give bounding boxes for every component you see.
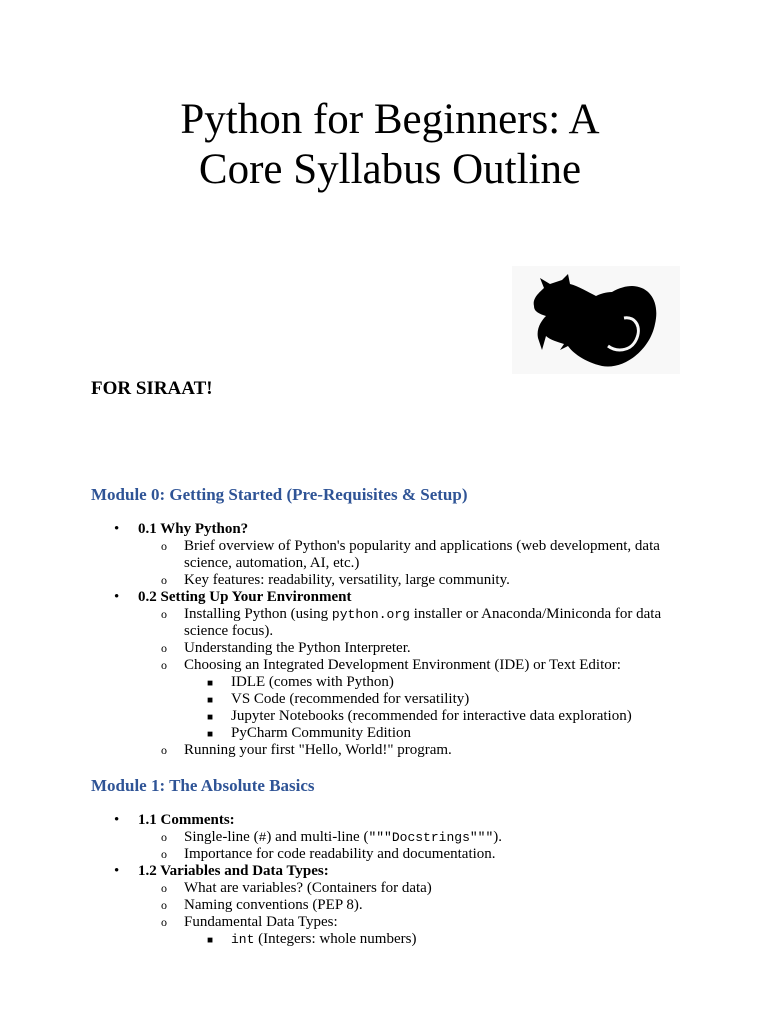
bullet-marker: o (161, 539, 167, 553)
list-item (0, 846, 768, 863)
list-item (0, 640, 768, 657)
list-item-text: VS Code (recommended for versatility) (231, 691, 470, 707)
bullet-marker: ■ (207, 729, 214, 740)
bullet-marker: • (114, 863, 120, 879)
bullet-marker: o (161, 743, 167, 757)
list-item (0, 606, 768, 640)
list-item-text: Brief overview of Python's popularity and applications (web development, data science, automation, AI, etc.) (184, 538, 660, 571)
list-item-text: ). (493, 829, 503, 845)
inline-code: """Docstrings""" (368, 830, 494, 845)
module-0-list (0, 521, 768, 759)
section-1-2-title: 1.2 Variables and Data Types: (138, 863, 329, 879)
list-item-text: What are variables? (Containers for data) (184, 880, 432, 896)
list-item-text: Key features: readability, versatility, large community. (184, 572, 510, 588)
section-1-1-title: 1.1 Comments: (138, 812, 235, 828)
list-item (0, 931, 768, 948)
list-item (0, 742, 768, 759)
list-item-text: Jupyter Notebooks (recommended for interactive data exploration) (231, 708, 632, 724)
bullet-marker: o (161, 573, 167, 587)
cat-icon (512, 266, 680, 374)
bullet-marker: ■ (207, 712, 214, 723)
list-item-text: Installing Python (using (184, 606, 332, 622)
module-1-heading: Module 1: The Absolute Basics (91, 776, 315, 795)
list-item (0, 863, 768, 880)
bullet-marker: ■ (207, 935, 214, 946)
list-item (0, 897, 768, 914)
inline-code: int (231, 932, 255, 947)
module-1-list (0, 812, 768, 948)
page-title (0, 95, 768, 195)
list-item (0, 691, 768, 708)
title-line-1: Python for Beginners: A (180, 96, 600, 143)
list-item (0, 708, 768, 725)
list-item-text: installer or Anaconda/Miniconda for data science focus). (184, 606, 662, 639)
list-item-text: Naming conventions (PEP 8). (184, 897, 363, 913)
list-item (0, 914, 768, 931)
list-item-text: Single-line ( (184, 829, 259, 845)
list-item (0, 829, 768, 846)
inline-code: # (258, 830, 267, 845)
bullet-marker: o (161, 830, 167, 844)
bullet-marker: o (161, 658, 167, 672)
list-item (0, 725, 768, 742)
dedication-heading: FOR SIRAAT! (91, 378, 213, 399)
module-0-heading: Module 0: Getting Started (Pre-Requisites & Setup) (91, 485, 468, 504)
list-item (0, 674, 768, 691)
bullet-marker: • (114, 812, 120, 828)
bullet-marker: ■ (207, 678, 214, 689)
bullet-marker: o (161, 641, 167, 655)
bullet-marker: ■ (207, 695, 214, 706)
list-item-text: Choosing an Integrated Development Environment (IDE) or Text Editor: (184, 657, 621, 673)
section-0-1-title: 0.1 Why Python? (138, 521, 249, 537)
list-item-text: Importance for code readability and documentation. (184, 846, 496, 862)
bullet-marker: o (161, 898, 167, 912)
list-item (0, 657, 768, 674)
list-item-text: IDLE (comes with Python) (231, 674, 394, 690)
list-item-text: Running your first "Hello, World!" program. (184, 742, 452, 758)
list-item (0, 589, 768, 606)
list-item-text: PyCharm Community Edition (231, 725, 412, 741)
list-item (0, 880, 768, 897)
list-item-text: (Integers: whole numbers) (254, 931, 417, 947)
list-item-text: ) and multi-line ( (266, 829, 369, 845)
title-line-2: Core Syllabus Outline (198, 146, 582, 193)
list-item (0, 572, 768, 589)
bullet-marker: o (161, 607, 167, 621)
list-item (0, 812, 768, 829)
section-0-2-title: 0.2 Setting Up Your Environment (138, 589, 352, 605)
bullet-marker: • (114, 521, 120, 537)
bullet-marker: o (161, 847, 167, 861)
list-item (0, 521, 768, 538)
inline-code: python.org (331, 607, 410, 622)
list-item-text: Understanding the Python Interpreter. (184, 640, 411, 656)
bullet-marker: • (114, 589, 120, 605)
list-item (0, 538, 768, 572)
list-item-text: Fundamental Data Types: (184, 914, 338, 930)
bullet-marker: o (161, 881, 167, 895)
bullet-marker: o (161, 915, 167, 929)
